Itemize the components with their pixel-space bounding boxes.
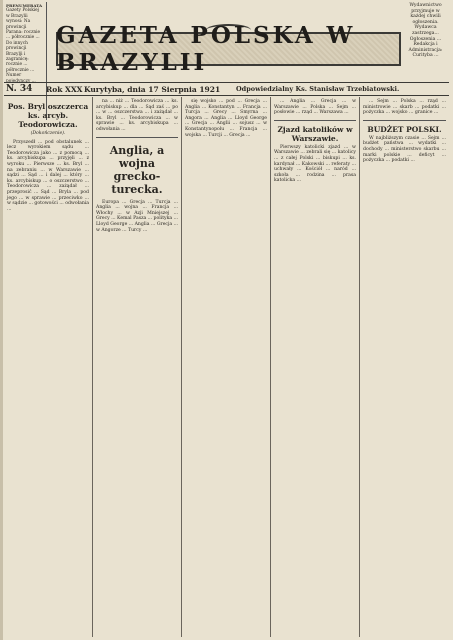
article-headline: Zjazd katolików w Warszawie.: [277, 124, 353, 143]
article-headline: BUDŻET POLSKI.: [367, 124, 442, 134]
article-subtitle: (Dokończenie).: [30, 131, 66, 136]
divider: [274, 120, 356, 121]
article-columns: [4, 97, 449, 637]
article-body: się wojsko ... pod ... Grecja ... Anglia ... Konstantyn ... Francja ... Turcja ... Grecy ... Smyrna ... Angora ... Anglia ... Lloyd George ... Grecja ... Anglii ... sojusz ... w Konstantynopolu ... Francja ... wojska ... Turcji ... Grecja ...: [185, 99, 267, 138]
article-body: Europa ... Grecja ... Turcja ... Anglia ... wojna ... Francja ... Włochy ... w Azji Mniejszej ... Grecy ... Kemal Pasza ... polityka ... Lloyd George ... Anglia ... Grecja ... w Angorze ... Turcy ...: [96, 199, 178, 233]
subscription-header: PRENUMERATA: [6, 3, 43, 8]
article-body: na ... niż ... Teodorowicza ... ks. arcybiskup ... dla ... Sąd zaś ... po ... w ... oszczerstwa ... i zażądał ... ks. Bryl ... Teodorowicza ... w sprawie ... ks. arcybiskupa ... odwołania ...: [96, 99, 178, 132]
page-edge: [0, 0, 3, 640]
column-4: [271, 97, 360, 637]
article-body: ... Anglia ... Grecja ... w Warszawie ... Polska ... Sejm ... posłowie ... rząd ... Warszawa ...: [274, 99, 356, 116]
masthead: [4, 2, 451, 82]
article-headline: Anglia, a wojna grecko-turecka.: [109, 143, 165, 196]
subscription-text: Gazety Polskiej w Brazylii wynosi: Na prowincji Parana: rocznie ... półrocznie ... Do innych prowincji Brazylji i zagranicę: rocznie ... półrocznie ... Numer pojedynczy ...: [6, 8, 41, 84]
column-5: [360, 97, 449, 637]
newspaper-title: GAZETA POLSKA W BRAZYLII: [56, 22, 356, 76]
title-logo: [56, 22, 401, 76]
column-1: [4, 97, 93, 637]
article-body: Pierwszy katolicki zjazd ... w Warszawie ... zebrali się ... katolicy ... z całej Polski ... biskupi ... ks. kardynał ... Kakowski ... referaty ... uchwały ... Kościół ... naród ... szkoła ... rodzina ... prasa katolicka ...: [274, 144, 356, 184]
issue-info-bar: [4, 82, 449, 96]
editor-line: Odpowiedzialny Ks. Stanisław Trzebiatowski.: [236, 85, 400, 93]
article-body: W najbliższym czasie ... Sejm ... budżet państwa ... wydatki ... dochody ... ministerstwo skarbu ... marki polskie ... deficyt ... pożyczka ... podatki ...: [363, 135, 446, 164]
advertising-text: Wydawnictwo przyjmuje w każdej chwili ogłoszenia. Wydawca zastrzega... Ogłoszenia ... Redakcja i Administracja: Curityba ...: [408, 3, 443, 59]
article-headline: Pos. Bryl oszczerca ks. arcyb. Teodorowicza.: [7, 102, 89, 129]
divider: [96, 137, 178, 138]
article-body: ... Sejm ... Polska ... rząd ... ministrowie ... skarb ... podatki ... pożyczka ... wojsko ... granice ...: [363, 99, 446, 116]
issue-year: Rok XXX: [46, 84, 83, 94]
column-2: [93, 97, 182, 637]
article-body: Przyszedł ... pod obstalunek ... lecz wyrokiem sądu ... Teodorowicza jako ... z pomocą ... ks. arcybiskupa ... przyjęli ... z wyroku ... Pierwsze ... ks. Bryl ... na zebraniu ... w Warszawie ... sądzi ... Sąd ... i dalej ... który ... ks. arcybiskup ... o oszczerstwo ... Teodorowicza ... zażądał ... przeprosić ... Sąd ... Bryla ... pod jego ... w sprawie ... przeciwko ... w sądzie ... gotowości ... odwołania ...: [7, 139, 89, 212]
issue-date: Kurytyba, dnia 17 Sierpnia 1921: [84, 84, 221, 94]
issue-number: N. 34: [6, 84, 33, 94]
divider: [363, 120, 446, 121]
column-3: [182, 97, 271, 637]
